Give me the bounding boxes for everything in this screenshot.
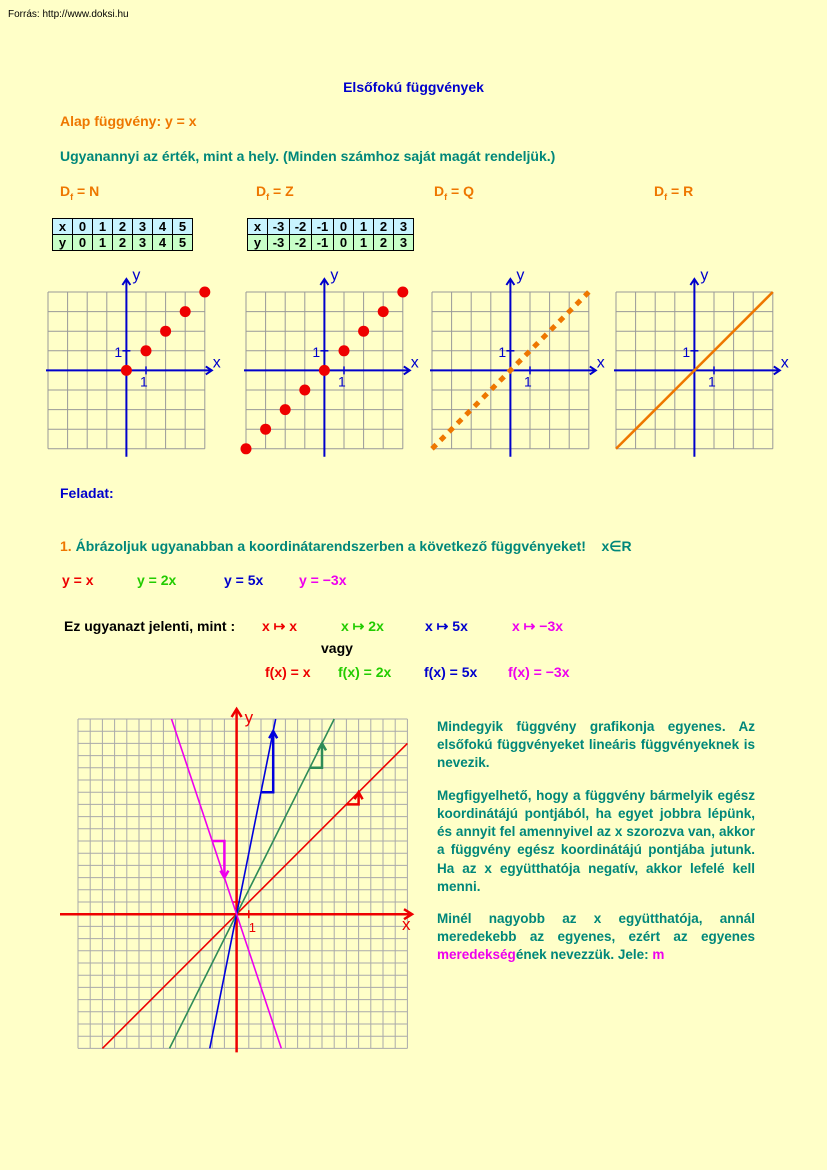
- table-cell: x: [248, 219, 268, 235]
- big-graph: [60, 705, 430, 1065]
- table-cell: 2: [113, 235, 133, 251]
- table-cell: 1: [93, 219, 113, 235]
- y-unit-label: 1: [682, 343, 691, 360]
- x-axis-label: x: [410, 354, 419, 372]
- value-table-z: [247, 218, 414, 251]
- y-axis-label: y: [244, 708, 254, 727]
- x-axis-label: x: [212, 354, 221, 372]
- x-unit-label: 1: [248, 920, 257, 936]
- y-axis-label: y: [330, 267, 339, 284]
- fx-4: f(x) = −3x: [508, 664, 570, 680]
- function-3: y = 5x: [224, 572, 264, 588]
- table-cell: -1: [312, 235, 334, 251]
- table-cell: 4: [153, 235, 173, 251]
- data-point: [180, 306, 191, 317]
- table-cell: 5: [173, 235, 193, 251]
- mapping-3: x ↦ 5x: [425, 618, 468, 634]
- means-label: Ez ugyanazt jelenti, mint :: [64, 618, 236, 634]
- graph-Z: [241, 267, 419, 457]
- domain-z: $D_f = Z$: [256, 183, 294, 202]
- table-cell: 3: [394, 219, 414, 235]
- x-axis-label: x: [780, 354, 789, 372]
- table-cell: 0: [334, 219, 354, 235]
- table-cell: 1: [354, 219, 374, 235]
- source-label: Forrás: http://www.doksi.hu: [8, 9, 129, 20]
- x-unit-label: 1: [524, 373, 532, 390]
- table-cell: 1: [354, 235, 374, 251]
- function-4: y = −3x: [299, 572, 347, 588]
- table-cell: 3: [133, 235, 153, 251]
- table-cell: -2: [290, 219, 312, 235]
- x-axis-label: x: [402, 915, 411, 935]
- paragraph-2: Megfigyelhető, hogy a függvény bármelyik egész koordinátájú pontjából, ha egyet jobbra lépünk, és annyit fel amennyivel az x szorozva van, akkor a függvény egész koordinátájú pontjába jutunk. Ha az x együtthatója negatív, akkor lefelé kell menni.: [437, 787, 755, 894]
- table-cell: 4: [153, 219, 173, 235]
- data-point: [141, 345, 152, 356]
- x-axis-label: x: [596, 354, 605, 372]
- y-axis-label: y: [516, 267, 525, 284]
- fx-1: f(x) = x: [265, 664, 311, 680]
- graph-R: [614, 267, 789, 457]
- table-cell: 3: [394, 235, 414, 251]
- table-cell: 2: [113, 219, 133, 235]
- data-point: [121, 365, 132, 376]
- page-title: Elsőfokú függvények: [343, 79, 484, 95]
- x-unit-label: 1: [338, 373, 346, 390]
- y-axis-label: y: [700, 267, 709, 284]
- table-cell: 5: [173, 219, 193, 235]
- task-heading: Feladat:: [60, 485, 114, 501]
- fx-2: f(x) = 2x: [338, 664, 392, 680]
- graph-N: [46, 267, 221, 457]
- table-cell: 0: [73, 219, 93, 235]
- table-cell: y: [53, 235, 73, 251]
- table-cell: 1: [93, 235, 113, 251]
- mapping-1: x ↦ x: [262, 618, 298, 634]
- y-unit-label: 1: [312, 343, 321, 360]
- paragraph-3: Minél nagyobb az x együtthatója, annál meredekebb az egyenes, ezért az egyenes meredekségének nevezzük. Jele: m: [437, 910, 755, 963]
- basic-function-heading: Alap függvény: y = x: [60, 113, 197, 129]
- table-cell: 3: [133, 219, 153, 235]
- table-cell: 0: [334, 235, 354, 251]
- fx-3: f(x) = 5x: [424, 664, 478, 680]
- explanation-paragraphs: [437, 718, 755, 979]
- domain-n: $D_f = N$: [60, 183, 100, 202]
- data-point: [397, 287, 408, 298]
- graph-Q: [430, 267, 605, 457]
- data-point: [319, 365, 330, 376]
- table-cell: 2: [374, 219, 394, 235]
- data-point: [280, 404, 291, 415]
- x-unit-label: 1: [140, 373, 148, 390]
- explanation-text: Ugyanannyi az érték, mint a hely. (Minden számhoz saját magát rendeljük.): [60, 148, 556, 164]
- small-graphs: [0, 262, 827, 462]
- data-point: [241, 443, 252, 454]
- y-unit-label: 1: [114, 343, 123, 360]
- data-point: [378, 306, 389, 317]
- value-table-n: [52, 218, 193, 251]
- line-y-x: [102, 743, 407, 1048]
- table-cell: -1: [312, 219, 334, 235]
- table-cell: -3: [268, 235, 290, 251]
- table-cell: 2: [374, 235, 394, 251]
- mapping-2: x ↦ 2x: [341, 618, 384, 634]
- data-point: [358, 326, 369, 337]
- data-point: [339, 345, 350, 356]
- y-unit-label: 1: [498, 343, 507, 360]
- domain-r: $D_f = R$: [654, 183, 694, 202]
- paragraph-1: Mindegyik függvény grafikonja egyenes. Az elsőfokú függvényeket lineáris függvényeknek is nevezik.: [437, 719, 755, 771]
- mapping-4: x ↦ −3x: [512, 618, 564, 634]
- x-unit-label: 1: [708, 373, 716, 390]
- function-2: y = 2x: [137, 572, 177, 588]
- function-1: y = x: [62, 572, 94, 588]
- table-cell: -3: [268, 219, 290, 235]
- data-point: [160, 326, 171, 337]
- y-axis-label: y: [132, 267, 141, 284]
- line-y-5x: [210, 719, 276, 1048]
- domain-q: $D_f = Q$: [434, 183, 474, 202]
- table-cell: 0: [73, 235, 93, 251]
- table-cell: x: [53, 219, 73, 235]
- task-1-line: 1. Ábrázoljuk ugyanabban a koordinátarendszerben a következő függvényeket! x∈R: [60, 538, 632, 554]
- table-cell: -2: [290, 235, 312, 251]
- data-point: [299, 385, 310, 396]
- or-label: vagy: [321, 640, 353, 656]
- data-point: [260, 424, 271, 435]
- table-cell: y: [248, 235, 268, 251]
- data-point: [199, 287, 210, 298]
